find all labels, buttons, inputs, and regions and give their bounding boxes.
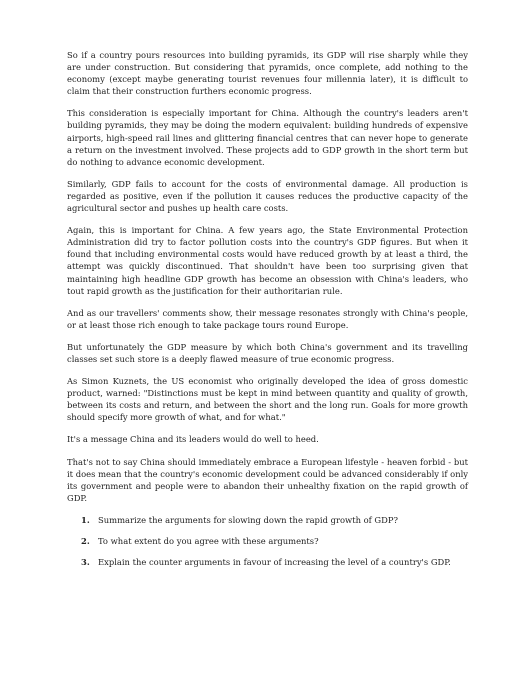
paragraph-conclusion: That's not to say China should immediately embrace a European lifestyle - heaven forbid - but it does mean that the country's economic development could be advanced considerably if only its government and people were to abandon their unhealthy fixation on the rapid growth of GDP.	[67, 456, 468, 503]
paragraph-environmental-damage: Similarly, GDP fails to account for the costs of environmental damage. All production is regarded as positive, even if the pollution it causes reduces the productive capacity of the agricultural sector and pushes up health care costs.	[67, 178, 468, 214]
paragraph-china-pyramids: This consideration is especially important for China. Although the country's leaders aren't building pyramids, they may be doing the modern equivalent: building hundreds of expensive airports, high-speed rail lines and glittering financial centres that can never hope to generate a return on the investment involved. These projects add to GDP growth in the short term but do nothing to advance economic development.	[67, 108, 468, 167]
paragraph-flawed-measure: But unfortunately the GDP measure by which both China's government and its travelling classes set such store is a deeply flawed measure of true economic progress.	[67, 341, 468, 364]
question-number: 1.	[81, 514, 90, 525]
question-number: 2.	[81, 536, 90, 546]
question-item	[81, 514, 468, 526]
question-text: Summarize the arguments for slowing down the rapid growth of GDP?	[98, 514, 398, 525]
question-text: To what extent do you agree with these arguments?	[98, 536, 319, 546]
paragraph-pyramids: So if a country pours resources into building pyramids, its GDP will rise sharply while they are under construction. But considering that pyramids, once complete, add nothing to the economy (except maybe generating tourist revenues four millennia later), it is difficult to claim that their construction furthers economic progress.	[67, 50, 468, 97]
paragraph-travellers: And as our travellers' comments show, their message resonates strongly with China's people, or at least those rich enough to take package tours round Europe.	[67, 307, 468, 330]
question-text: Explain the counter arguments in favour of increasing the level of a country's GDP.	[98, 557, 451, 568]
paragraph-pollution-costs: Again, this is important for China. A few years ago, the State Environmental Protection Administration did try to factor pollution costs into the country's GDP figures. But when it found that including environmental costs would have reduced growth by at least a third, the attempt was quickly discontinued. That shouldn't have been too surprising given that maintaining high headline GDP growth has become an obsession with China's leaders, who tout rapid growth as the justification for their authoritarian rule.	[67, 225, 468, 296]
question-list	[67, 514, 468, 568]
question-number: 3.	[81, 557, 90, 568]
question-item	[81, 535, 468, 547]
paragraph-heed: It's a message China and its leaders would do well to heed.	[67, 434, 319, 445]
paragraph-kuznets-quote: As Simon Kuznets, the US economist who originally developed the idea of gross domestic product, warned: "Distinctions must be kept in mind between quantity and quality of growth, between its costs and return, and between the short and the long run. Goals for more growth should specify more growth of what, and for what."	[67, 376, 468, 423]
question-item	[81, 556, 468, 568]
